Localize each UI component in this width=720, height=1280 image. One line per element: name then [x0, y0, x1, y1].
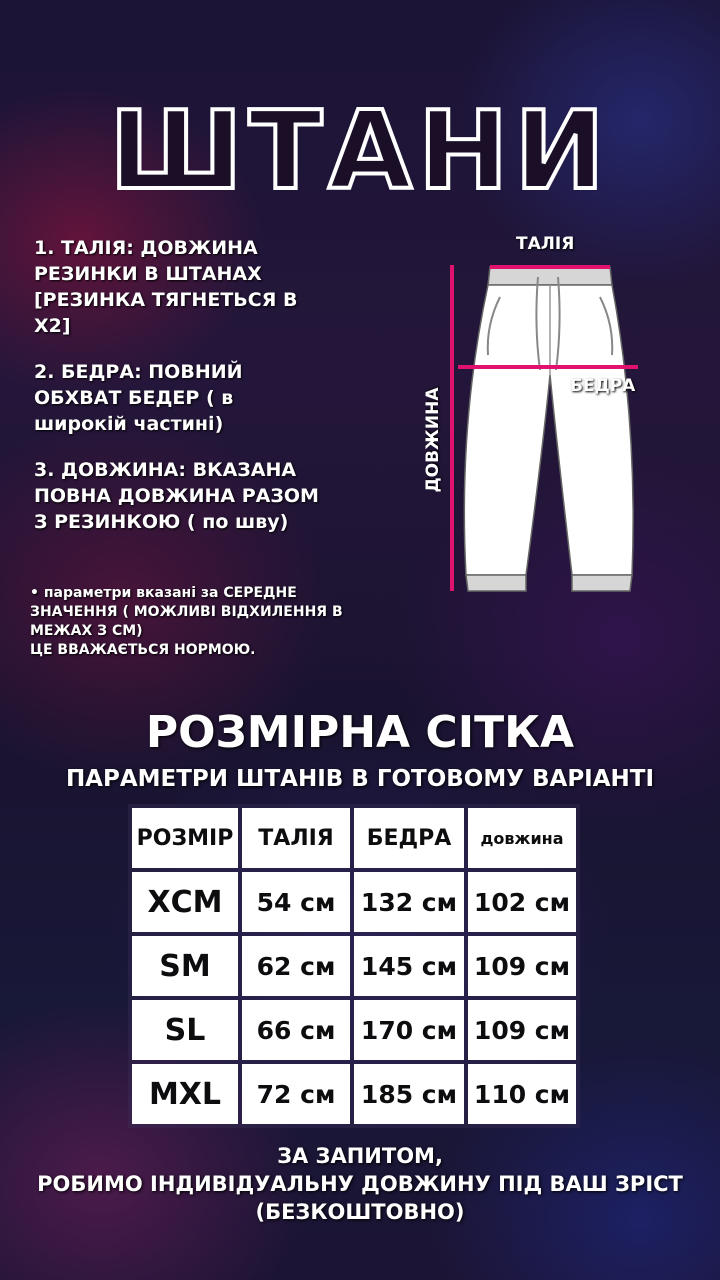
- header-length: довжина: [468, 808, 576, 868]
- cell-length: 102 см: [468, 872, 576, 932]
- pants-cuff-right: [572, 575, 632, 591]
- header-waist: ТАЛІЯ: [242, 808, 350, 868]
- page-title: ШТАНИ: [109, 89, 611, 214]
- instruction-line: З РЕЗИНКОЮ ( по шву): [34, 511, 289, 533]
- pants-waistband: [488, 267, 612, 285]
- header-hips: БЕДРА: [354, 808, 464, 868]
- cell-size: ХСМ: [132, 872, 238, 932]
- instruction-line: ПОВНА ДОВЖИНА РАЗОМ: [34, 485, 319, 507]
- cell-waist: 72 см: [242, 1064, 350, 1124]
- cell-hips: 145 см: [354, 936, 464, 996]
- cell-length: 109 см: [468, 1000, 576, 1060]
- table-header-row: [132, 808, 576, 868]
- measurement-note: [30, 584, 410, 660]
- footer-line: (БЕЗКОШТОВНО): [255, 1200, 465, 1224]
- header-size: РОЗМІР: [132, 808, 238, 868]
- cell-size: SL: [132, 1000, 238, 1060]
- cell-hips: 132 см: [354, 872, 464, 932]
- cell-length: 110 см: [468, 1064, 576, 1124]
- cell-hips: 170 см: [354, 1000, 464, 1060]
- cell-waist: 54 см: [242, 872, 350, 932]
- note-line: • параметри вказані за СЕРЕДНЕ: [30, 585, 297, 601]
- instruction-line: 2. БЕДРА: ПОВНИЙ: [34, 361, 243, 383]
- note-line: ЦЕ ВВАЖАЄТЬСЯ НОРМОЮ.: [30, 642, 256, 658]
- instruction-line: [РЕЗИНКА ТЯГНЕТЬСЯ В: [34, 289, 298, 311]
- instruction-line: РЕЗИНКИ В ШТАНАХ: [34, 263, 262, 285]
- table-row: [132, 936, 576, 996]
- size-table: [128, 804, 580, 1128]
- note-line: ЗНАЧЕННЯ ( МОЖЛИВІ ВІДХИЛЕННЯ В: [30, 604, 343, 620]
- table-row: [132, 872, 576, 932]
- diagram-label-hips: БЕДРА: [570, 376, 636, 396]
- footer-note: [0, 1142, 720, 1226]
- cell-waist: 62 см: [242, 936, 350, 996]
- instruction-waist: [34, 235, 364, 339]
- size-chart-subheading: ПАРАМЕТРИ ШТАНІВ В ГОТОВОМУ ВАРІАНТІ: [65, 766, 655, 792]
- instruction-line: 3. ДОВЖИНА: ВКАЗАНА: [34, 459, 297, 481]
- instruction-hips: [34, 359, 364, 437]
- instruction-line: 1. ТАЛІЯ: ДОВЖИНА: [34, 237, 258, 259]
- footer-line: ЗА ЗАПИТОМ,: [277, 1144, 443, 1168]
- size-chart-heading: РОЗМІРНА СІТКА: [145, 707, 575, 758]
- cell-waist: 66 см: [242, 1000, 350, 1060]
- footer-line: РОБИМО ІНДИВІДУАЛЬНУ ДОВЖИНУ ПІД ВАШ ЗРІСТ: [37, 1172, 683, 1196]
- table-row: [132, 1064, 576, 1124]
- table-row: [132, 1000, 576, 1060]
- note-line: МЕЖАХ З СМ): [30, 623, 143, 639]
- cell-hips: 185 см: [354, 1064, 464, 1124]
- cell-size: SM: [132, 936, 238, 996]
- cell-length: 109 см: [468, 936, 576, 996]
- pants-cuff-left: [466, 575, 526, 591]
- diagram-label-length: ДОВЖИНА: [423, 387, 443, 493]
- cell-size: MXL: [132, 1064, 238, 1124]
- instruction-line: Х2]: [34, 315, 71, 337]
- instruction-length: [34, 457, 364, 535]
- instruction-line: ОБХВАТ БЕДЕР ( в: [34, 387, 234, 409]
- instruction-line: широкій частині): [34, 413, 224, 435]
- diagram-label-waist: ТАЛІЯ: [516, 234, 575, 254]
- instructions-block: [34, 235, 364, 535]
